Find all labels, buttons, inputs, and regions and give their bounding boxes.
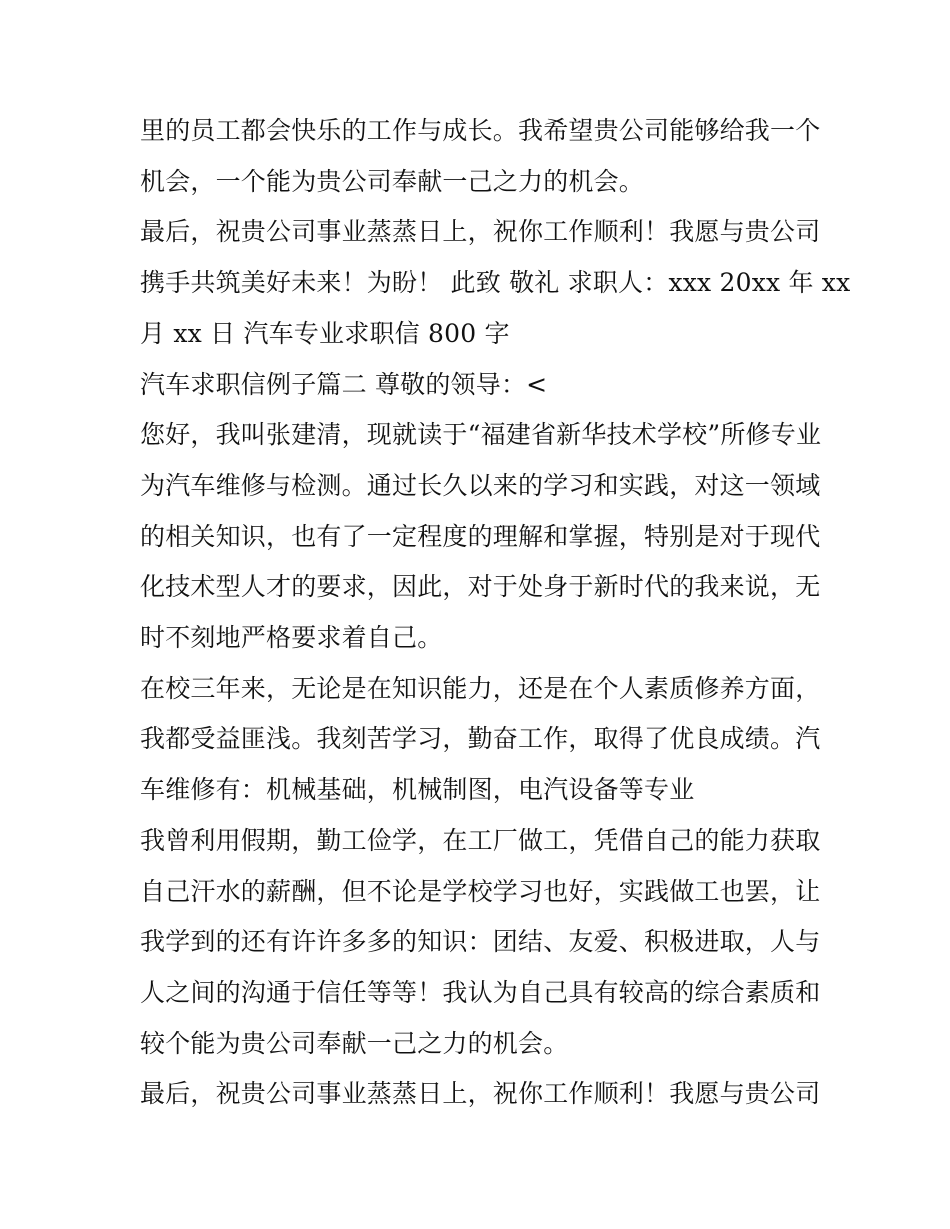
text-line: 您好，我叫张建清，现就读于“福建省新华技术学校”所修专业 xyxy=(140,420,822,450)
text-line: 车维修有：机械基础，机械制图，电汽设备等专业 xyxy=(140,775,695,805)
text-line: 的相关知识，也有了一定程度的理解和掌握，特别是对于现代 xyxy=(140,521,821,551)
text-line: 机会，一个能为贵公司奉献一己之力的机会。 xyxy=(140,166,645,196)
text-line: 自己汗水的薪酬，但不论是学校学习也好，实践做工也罢，让 xyxy=(140,876,821,906)
paragraph-school-years xyxy=(140,664,820,816)
text-line: 我学到的还有许许多多的知识：团结、友爱、积极进取，人与 xyxy=(140,927,821,957)
text-line: 时不刻地严格要求着自己。 xyxy=(140,623,443,653)
text-line: 最后，祝贵公司事业蒸蒸日上，祝你工作顺利！我愿与贵公司 xyxy=(140,217,821,247)
text-line: 最后，祝贵公司事业蒸蒸日上，祝你工作顺利！我愿与贵公司 xyxy=(140,1079,821,1109)
paragraph-closing-wish xyxy=(140,106,820,207)
text-line: 化技术型人才的要求，因此，对于处身于新时代的我来说，无 xyxy=(140,572,821,602)
text-line: 为汽车维修与检测。通过长久以来的学习和实践，对这一领域 xyxy=(140,470,821,500)
text-line: 携手共筑美好未来！为盼！ 此致 敬礼 求职人：xxx 20xx 年 xx xyxy=(140,268,851,298)
text-line: 在校三年来，无论是在知识能力，还是在个人素质修养方面， xyxy=(140,673,821,703)
paragraph-work-experience xyxy=(140,816,820,1070)
text-line: 我都受益匪浅。我刻苦学习，勤奋工作，取得了优良成绩。汽 xyxy=(140,724,821,754)
text-line: 汽车求职信例子篇二 尊敬的领导：< xyxy=(140,369,548,399)
paragraph-introduction xyxy=(140,410,820,664)
text-line: 月 xx 日 汽车专业求职信 800 字 xyxy=(140,318,510,348)
document-body xyxy=(140,106,851,1120)
paragraph-closing-signature xyxy=(140,207,851,359)
text-line: 里的员工都会快乐的工作与成长。我希望贵公司能够给我一个 xyxy=(140,116,821,145)
paragraph-closing-wish-repeat xyxy=(140,1069,820,1120)
text-line: 较个能为贵公司奉献一己之力的机会。 xyxy=(140,1028,569,1058)
text-line: 人之间的沟通于信任等等！我认为自己具有较高的综合素质和 xyxy=(140,977,821,1007)
section-heading xyxy=(140,360,820,411)
text-line: 我曾利用假期，勤工俭学，在工厂做工，凭借自己的能力获取 xyxy=(140,825,821,855)
